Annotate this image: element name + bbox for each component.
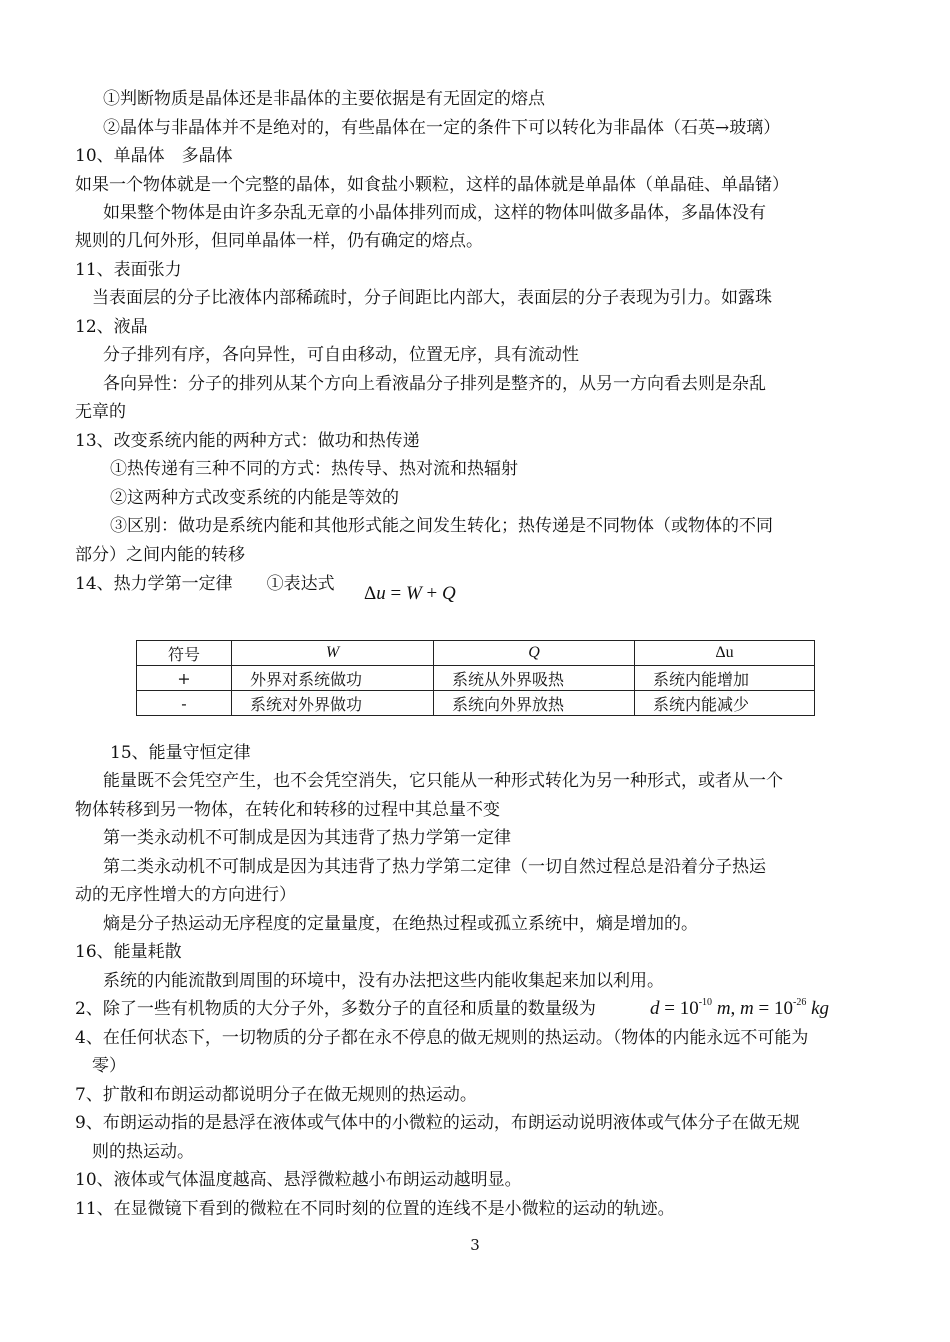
section-heading: 12、液晶 — [75, 317, 148, 337]
text-line: ③区别：做功是系统内能和其他形式能之间发生转化；热传递是不同物体（或物体的不同 — [110, 516, 773, 536]
section-heading: 10、单晶体 多晶体 — [75, 146, 233, 166]
text-line: ①热传递有三种不同的方式：热传导、热对流和热辐射 — [110, 459, 518, 479]
text-line: 熵是分子热运动无序程度的定量量度，在绝热过程或孤立系统中，熵是增加的。 — [103, 914, 698, 934]
table-cell: 系统内能减少 — [635, 691, 815, 716]
table-cell: 符号 — [137, 641, 232, 666]
text-line: 物体转移到另一物体，在转化和转移的过程中其总量不变 — [75, 800, 500, 820]
table-cell: - — [137, 691, 232, 716]
text-line: 动的无序性增大的方向进行） — [75, 885, 296, 905]
section-heading: 16、能量耗散 — [75, 942, 182, 962]
text-line: 2、除了一些有机物质的大分子外，多数分子的直径和质量的数量级为 — [75, 999, 596, 1019]
text-line: 4、在任何状态下，一切物质的分子都在永不停息的做无规则的热运动。（物体的内能永远不可能为 — [75, 1028, 809, 1048]
text-line: 7、扩散和布朗运动都说明分子在做无规则的热运动。 — [75, 1085, 477, 1105]
text-line: ①判断物质是晶体还是非晶体的主要依据是有无固定的熔点 — [103, 89, 545, 109]
text-line: 如果一个物体就是一个完整的晶体，如食盐小颗粒，这样的晶体就是单晶体（单晶硅、单晶锗） — [75, 175, 789, 195]
text-line: 如果整个物体是由许多杂乱无章的小晶体排列而成，这样的物体叫做多晶体，多晶体没有 — [103, 203, 766, 223]
text-line: ②这两种方式改变系统的内能是等效的 — [110, 488, 399, 508]
text-line: 9、布朗运动指的是悬浮在液体或气体中的小微粒的运动，布朗运动说明液体或气体分子在做无规 — [75, 1113, 800, 1133]
first-law-formula: Δu = W + Q — [364, 583, 456, 604]
text-line: 各向异性：分子的排列从某个方向上看液晶分子排列是整齐的，从另一方向看去则是杂乱 — [103, 374, 766, 394]
text-line: 无章的 — [75, 402, 126, 422]
text-line: 系统的内能流散到周围的环境中，没有办法把这些内能收集起来加以利用。 — [103, 971, 664, 991]
text-line: 能量既不会凭空产生，也不会凭空消失，它只能从一种形式转化为另一种形式，或者从一个 — [103, 771, 783, 791]
table-cell: + — [137, 666, 232, 691]
table-cell: 外界对系统做功 — [232, 666, 434, 691]
text-line: 10、液体或气体温度越高、悬浮微粒越小布朗运动越明显。 — [75, 1170, 522, 1190]
table-cell: Δu — [635, 641, 815, 666]
text-line: 第一类永动机不可制成是因为其违背了热力学第一定律 — [103, 828, 511, 848]
sign-convention-table — [136, 640, 815, 716]
magnitude-formula: $d = 10^{-10}$ m, $m = 10^{-26}$ kg — [650, 997, 830, 1019]
text-line: 零） — [92, 1056, 126, 1076]
table-row — [137, 691, 815, 716]
text-line: 部分）之间内能的转移 — [75, 545, 245, 565]
table-header-row — [137, 641, 815, 666]
text-line: 第二类永动机不可制成是因为其违背了热力学第二定律（一切自然过程总是沿着分子热运 — [103, 857, 766, 877]
text-line: ②晶体与非晶体并不是绝对的，有些晶体在一定的条件下可以转化为非晶体（石英→玻璃） — [103, 118, 781, 138]
table-row — [137, 666, 815, 691]
text-line: 11、在显微镜下看到的微粒在不同时刻的位置的连线不是小微粒的运动的轨迹。 — [75, 1199, 675, 1219]
text-line: 当表面层的分子比液体内部稀疏时，分子间距比内部大，表面层的分子表现为引力。如露珠 — [92, 288, 772, 308]
table-cell: 系统内能增加 — [635, 666, 815, 691]
table-cell: W — [232, 641, 434, 666]
section-heading: 13、改变系统内能的两种方式：做功和热传递 — [75, 431, 420, 451]
table-cell: 系统从外界吸热 — [434, 666, 635, 691]
section-heading: 14、热力学第一定律 ①表达式 — [75, 574, 335, 594]
section-heading: 11、表面张力 — [75, 260, 182, 280]
text-line: 规则的几何外形，但同单晶体一样，仍有确定的熔点。 — [75, 231, 483, 251]
page-number: 3 — [470, 1236, 480, 1254]
text-line: 则的热运动。 — [92, 1142, 194, 1162]
section-heading: 15、能量守恒定律 — [110, 743, 251, 763]
table-cell: 系统对外界做功 — [232, 691, 434, 716]
table-cell: 系统向外界放热 — [434, 691, 635, 716]
text-line: 分子排列有序，各向异性，可自由移动，位置无序，具有流动性 — [103, 345, 579, 365]
table-cell: Q — [434, 641, 635, 666]
